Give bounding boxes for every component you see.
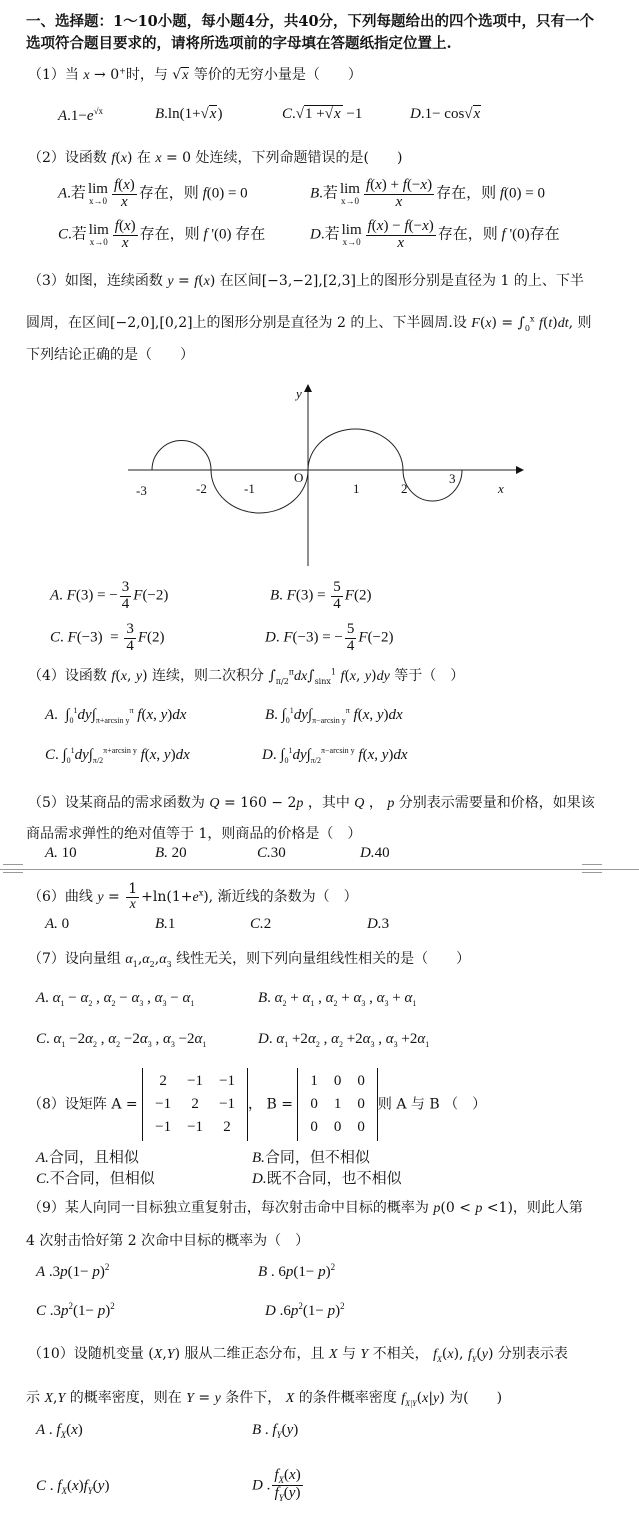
q3-stem-line1: （3）如图，连续函数 y = f(x) 在区间[−3,−2],[2,3]上的图形分别是直径为 1 的上、下半 [28, 273, 584, 289]
q3-stem-line2: 圆周，在区间[−2,0],[0,2]上的图形分别是直径为 2 的上、下半圆周.设 $F(x) = \int_0^x$ f(t)dt, 则 [26, 314, 592, 333]
q2-option-b[interactable]: B.若 lim x→0 $\frac{f(x) + f(-x)}{x}$ 存在，则 f(0) = 0 [310, 177, 545, 210]
q8-stem [28, 1068, 486, 1141]
q9-stem-line1: （9）某人向同一目标独立重复射击，每次射击命中目标的概率为 p(0 < p <1)，则此人第 [28, 1200, 583, 1216]
q4-option-a[interactable]: A. $\int_0^1dy\int_{\pi+arcsin y}^\pi$ f(x, y)dx [45, 706, 187, 725]
function-graph-figure [100, 378, 540, 573]
q6-option-c[interactable]: C.2 [250, 916, 272, 932]
q10-option-b[interactable]: B . $f_Y(y)$ [252, 1422, 299, 1440]
q4-option-c[interactable]: C. $\int_0^1dy\int_{\pi/2}^{\pi+arcsin y}$ f(x, y)dx [45, 746, 190, 765]
q1-option-a[interactable]: $A.1-e^{√x}$ [58, 106, 104, 124]
tick-label: -1 [244, 481, 255, 496]
q8-number: （8） [28, 1096, 65, 1113]
q4-option-d[interactable]: D. $\int_0^1dy\int_{\pi/2}^{\pi-arcsin y}$ f(x, y)dx [262, 746, 408, 765]
q6-number: （6） [28, 889, 65, 906]
q9-number: （9） [28, 1200, 65, 1216]
q2-option-c[interactable]: C.若 lim x→0 $\frac{f(x)}{x}$ 存在，则 f '(0) 存在 [58, 218, 266, 251]
page-break-divider [0, 869, 639, 870]
matrix-a: 2 −1 −1 −1 2 −1 −1 −1 2 [142, 1068, 248, 1141]
section-heading-line2: 选项符合题目要求的，请将所选项前的字母填在答题纸指定位置上. [26, 35, 452, 52]
q9-option-c[interactable]: C $.3p^2(1- p)^2$ [36, 1301, 115, 1319]
q9-option-b[interactable]: B . $6p(1- p)^2$ [258, 1262, 336, 1280]
x-axis-label: x [498, 481, 504, 496]
q8-option-c[interactable]: C.不合同，但相似 [36, 1171, 155, 1187]
q3-option-d[interactable]: D. F(−3) = − $\frac{5}{4}$ F(−2) [265, 621, 394, 654]
q9-stem-line2: 4 次射击恰好第 2 次命中目标的概率为（ ） [26, 1233, 310, 1249]
q5-option-a[interactable]: A. 10 [45, 845, 77, 861]
q8-option-d[interactable]: D.既不合同，也不相似 [252, 1171, 402, 1187]
q1-option-c[interactable]: C.√1 +√x −1 [282, 106, 363, 122]
q6-option-b[interactable]: B.1 [155, 916, 176, 932]
q1-option-b[interactable]: B.ln(1+√x) [155, 106, 223, 122]
q7-option-b[interactable]: B. $\alpha_2 + \alpha_1$ , $\alpha_2 + \alpha_3$ , $\alpha_3 + \alpha_1$ [258, 990, 417, 1008]
q5-option-c[interactable]: C.30 [257, 845, 286, 861]
q3-option-c[interactable]: C. F(−3) = $\frac{3}{4}$ F(2) [50, 621, 165, 654]
q7-option-c[interactable]: C. $\alpha_1 -2\alpha_2$ , $\alpha_2 -2\alpha_3$ , $\alpha_3 -2\alpha_1$ [36, 1031, 207, 1049]
q5-option-b[interactable]: B. 20 [155, 845, 187, 861]
tick-label: -2 [196, 481, 207, 496]
q8-option-a[interactable]: A.合同，且相似 [36, 1150, 139, 1166]
origin-label: O [294, 470, 304, 485]
tick-label: 3 [449, 471, 456, 486]
q5-stem-line1: （5）设某商品的需求函数为 Q = 160 − 2p ，其中 Q ， p 分别表示需要量和价格，如果该 [28, 795, 595, 811]
q5-number: （5） [28, 795, 65, 811]
q2-stem: （2）设函数 f(x) 在 x = 0 处连续，下列命题错误的是( ) [28, 150, 403, 166]
q3-option-b[interactable]: B. F(3) = $\frac{5}{4}$ F(2) [270, 579, 372, 612]
q7-number: （7） [28, 951, 65, 967]
page-break-marker-left [3, 864, 23, 873]
q4-stem: （4）设函数 f(x, y) 连续，则二次积分 $\int_{\pi/2}^\pi dx\int_{sinx}^1$ f(x, y)dy 等于（ ） [28, 667, 465, 686]
q4-number: （4） [28, 668, 65, 684]
q6-option-d[interactable]: D.3 [367, 916, 390, 932]
q1-number: （1） [28, 67, 65, 83]
page-break-marker-right [582, 864, 602, 873]
q5-option-d[interactable]: D.40 [360, 845, 390, 861]
q1-stem: （1）当 x → 0+时，与 √x 等价的无穷小量是（ ） [28, 66, 362, 83]
q7-option-a[interactable]: A. $\alpha_1 - \alpha_2$ , $\alpha_2 - \alpha_3$ , $\alpha_3 - \alpha_1$ [36, 990, 195, 1008]
matrix-b: 1 0 0 0 1 0 0 0 0 [297, 1068, 378, 1141]
tick-label: 2 [401, 481, 408, 496]
q8-option-b[interactable]: B.合同，但不相似 [252, 1150, 370, 1166]
q10-stem-line2: 示 X,Y 的概率密度，则在 Y = y 条件下， X 的条件概率密度 $f_{X|Y}(x|y)$ 为( ) [26, 1390, 503, 1408]
q2-option-a[interactable]: A.若 lim x→0 $\frac{f(x)}{x}$ 存在，则 f(0) = 0 [58, 177, 248, 210]
q4-option-b[interactable]: B. $\int_0^1dy\int_{\pi-arcsin y}^\pi$ f(x, y)dx [265, 706, 403, 725]
q9-option-d[interactable]: D $.6p^2(1- p)^2$ [265, 1301, 345, 1319]
q10-option-c[interactable]: C . $f_X(x)f_Y(y)$ [36, 1478, 110, 1496]
q3-stem-line3: 下列结论正确的是（ ） [26, 347, 194, 363]
section-heading-line1: 一、选择题：1～10小题，每小题4分，共40分，下列每题给出的四个选项中，只有一个 [26, 13, 595, 30]
tick-label: 1 [353, 481, 360, 496]
q2-number: （2） [28, 150, 65, 166]
q3-option-a[interactable]: A. F(3) = − $\frac{3}{4}$ F(−2) [50, 579, 169, 612]
q9-option-a[interactable]: A $.3p(1- p)^2$ [36, 1262, 110, 1280]
q10-number: （10） [28, 1346, 74, 1362]
q10-option-d[interactable]: D . $\frac{f_X(x)}{f_Y(y)}$ [252, 1467, 301, 1504]
y-axis-label: y [296, 386, 302, 401]
q6-stem: （6）曲线 y = $\frac{1}{x}$ $+\ln(1+e^x)$, 渐近线的条数为（ ） [28, 881, 358, 912]
q2-option-d[interactable]: D.若 lim x→0 $\frac{f(x) - f(-x)}{x}$ 存在，则 f '(0)存在 [310, 218, 560, 251]
q8-stem-prefix: 设矩阵 A = [64, 1096, 138, 1113]
q7-stem: （7）设向量组 $\alpha_1,\alpha_2,\alpha_3$ 线性无关，则下列向量组线性相关的是（ ） [28, 951, 471, 969]
q8-stem-suffix: 则 A 与 B （ ） [377, 1096, 487, 1113]
tick-label: -3 [136, 483, 147, 498]
q5-stem-line2: 商品需求弹性的绝对值等于 1，则商品的价格是（ ） [26, 826, 362, 842]
q6-option-a[interactable]: A. 0 [45, 916, 70, 932]
q10-stem-line1: （10）设随机变量 (X,Y) 服从二维正态分布，且 X 与 Y 不相关， $f_X(x)$, $f_Y(y)$ 分别表示表 [28, 1346, 568, 1364]
q3-number: （3） [28, 273, 65, 289]
q1-option-d[interactable]: D.1− cos√x [410, 106, 481, 122]
q10-option-a[interactable]: A . $f_X(x)$ [36, 1422, 83, 1440]
q7-option-d[interactable]: D. $\alpha_1 +2\alpha_2$ , $\alpha_2 +2\alpha_3$ , $\alpha_3 +2\alpha_1$ [258, 1031, 430, 1049]
q8-stem-mid: ， B = [248, 1096, 293, 1113]
